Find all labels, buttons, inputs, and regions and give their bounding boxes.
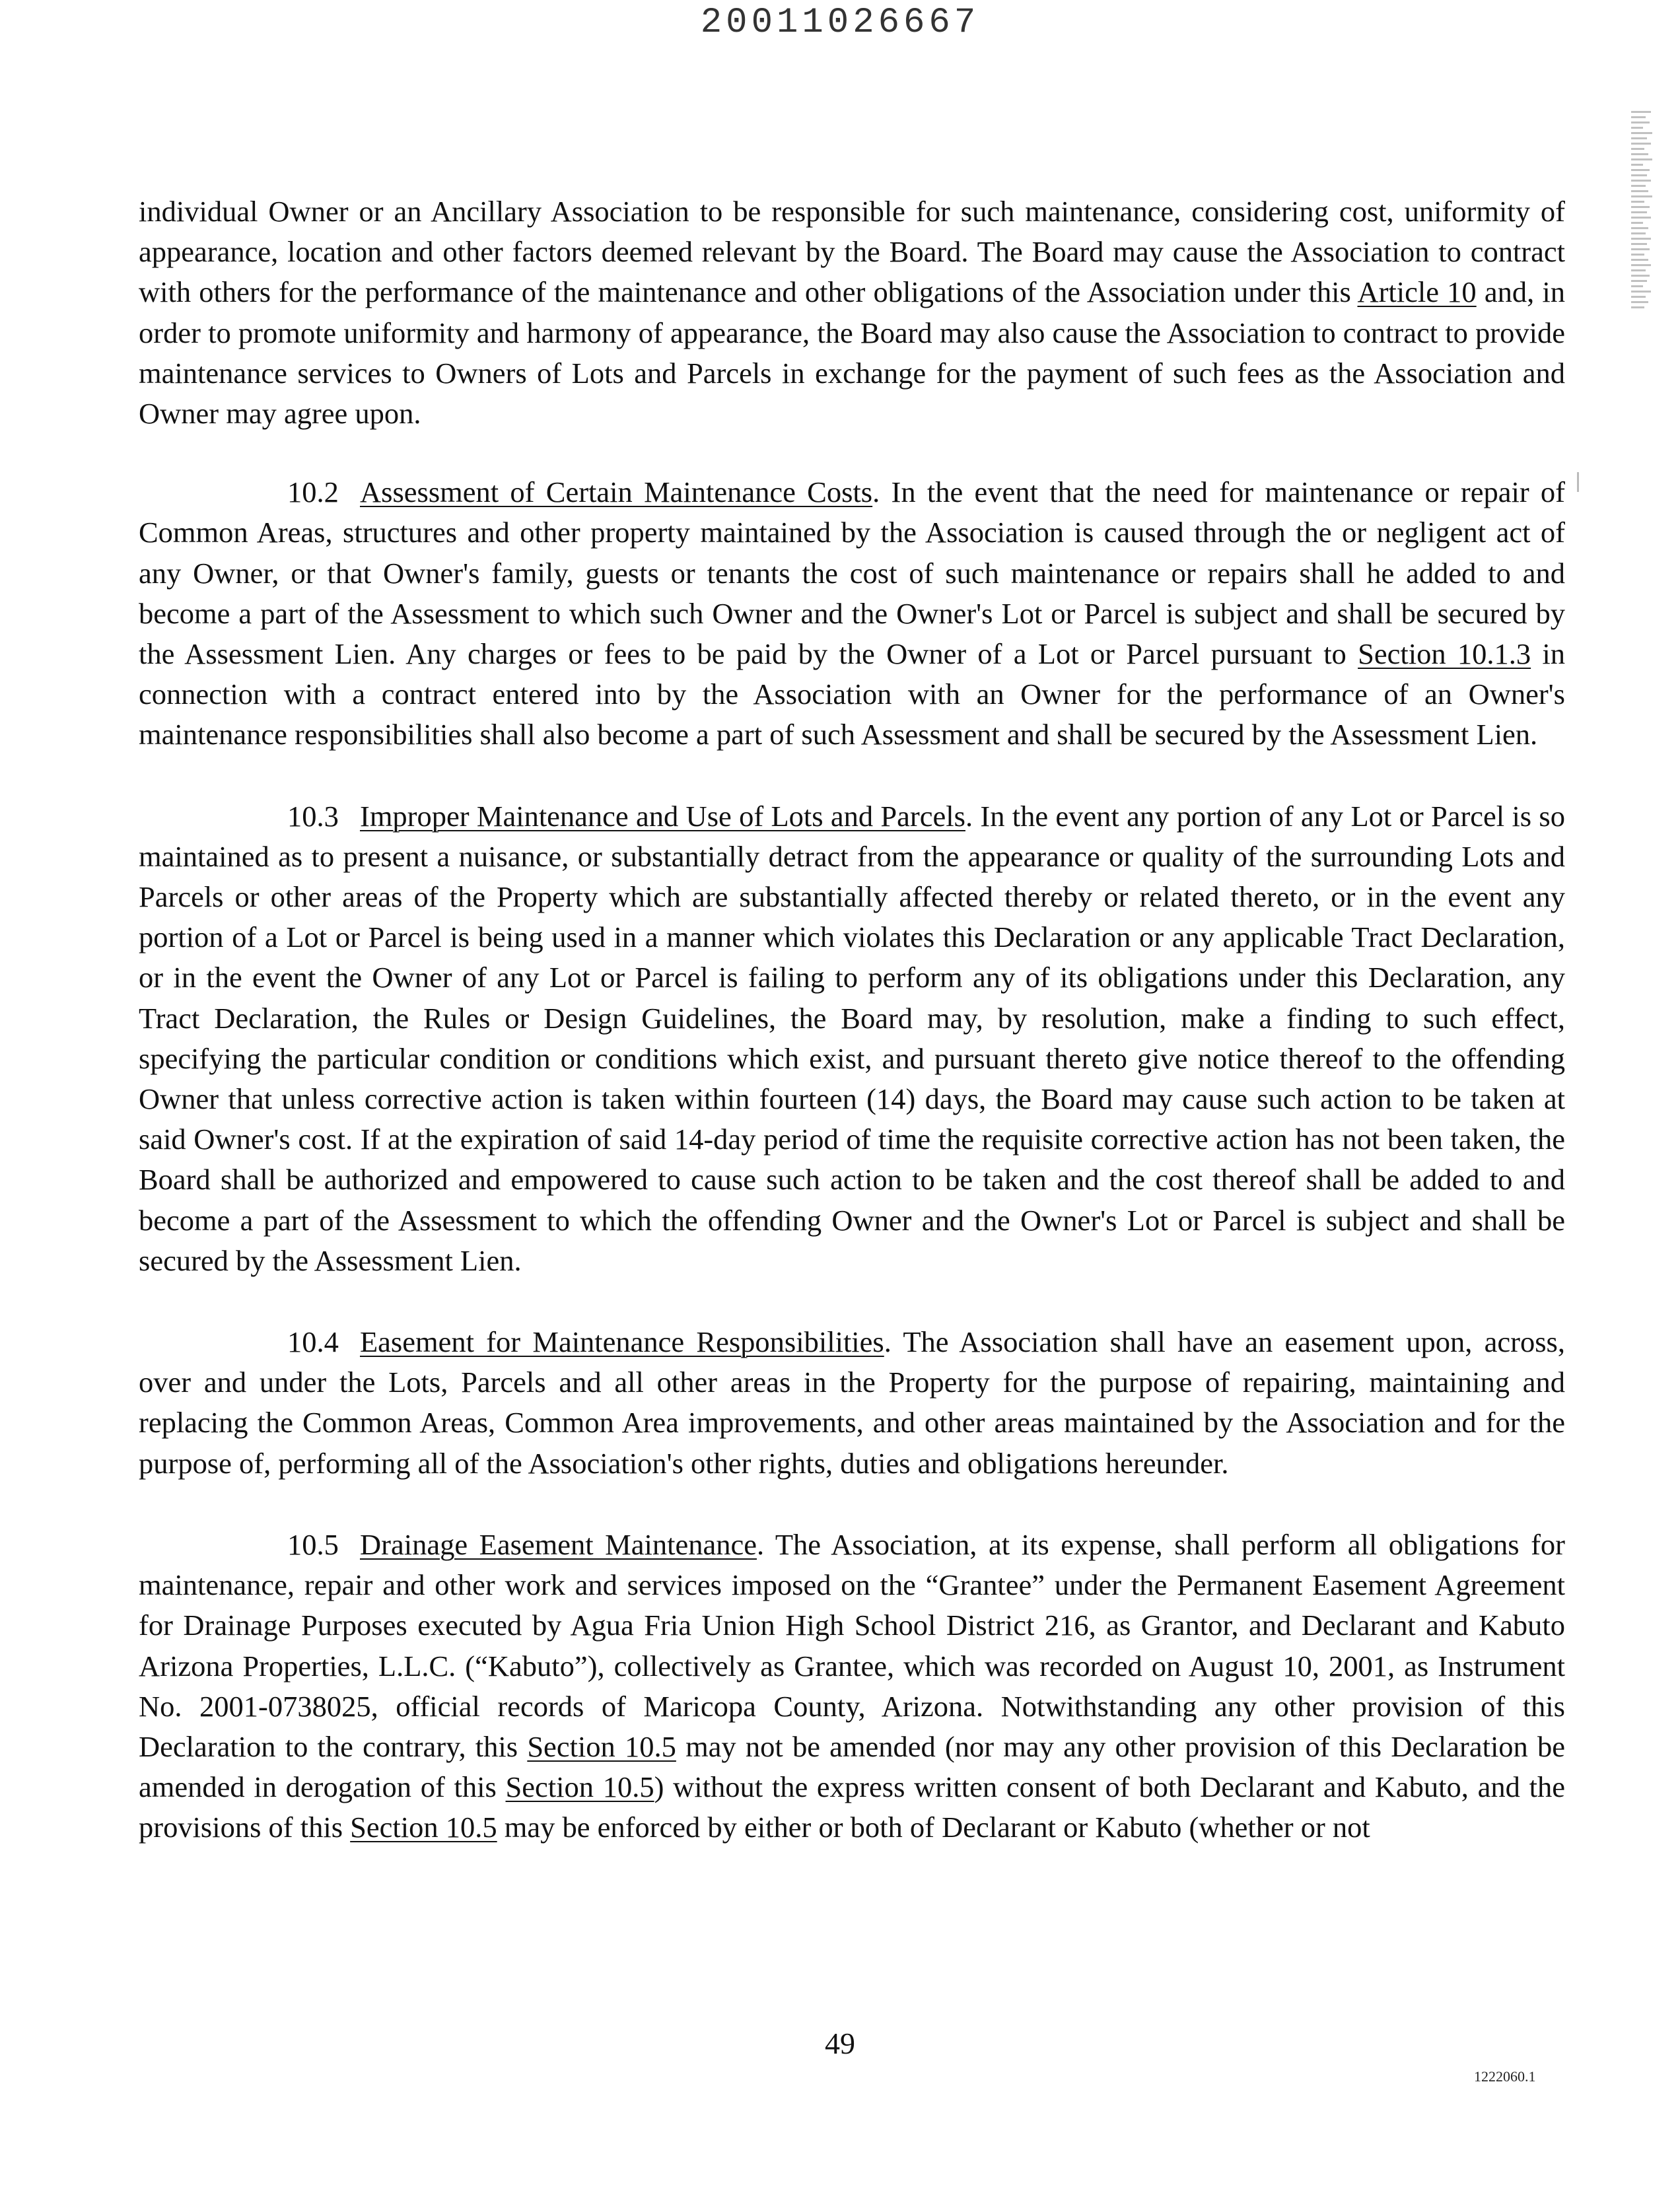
section-10-5-reference: Section 10.5 <box>527 1729 676 1763</box>
section-10-4 <box>139 1322 1565 1484</box>
margin-stamp-marks <box>1631 111 1654 316</box>
paragraph-text: . In the event any portion of any Lot or Parcel is so maintained as to present a nuisance, or substantially detract from the appearance or quality of the surrounding Lots and Parcels or other areas of the Property which are substantially affected thereby or related thereto, or in the event any portion of a Lot or Parcel is being used in a manner which violates this Declaration or any applicable Tract Declaration, or in the event the Owner of any Lot or Parcel is failing to perform any of its obligations under this Declaration, any Tract Declaration, the Rules or Design Guidelines, the Board may, by resolution, make a finding to such effect, specifying the particular condition or conditions which exist, and pursuant thereto give notice thereof to the offending Owner that unless corrective action is taken within fourteen (14) days, the Board may cause such action to be taken at said Owner's cost. If at the expiration of said 14-day period of time the requisite corrective action has not been taken, the Board shall be authorized and empowered to cause such action to be taken and the cost thereof shall be added to and become a part of the Assessment to which the offending Owner and the Owner's Lot or Parcel is subject and shall be secured by the Assessment Lien. <box>139 799 1565 1277</box>
section-10-5-reference: Section 10.5 <box>505 1770 654 1804</box>
recording-number: 20011026667 <box>700 3 980 43</box>
section-10-3 <box>139 796 1565 1281</box>
section-10-5-reference: Section 10.5 <box>350 1811 497 1844</box>
section-number: 10.2 <box>287 475 339 509</box>
article-10-reference: Article 10 <box>1357 275 1477 309</box>
section-title: Improper Maintenance and Use of Lots and Parcels <box>360 799 965 833</box>
paragraph-text: . In the event that the need for maintenance or repair of Common Areas, structures and other property maintained by the Association is caused through the or negligent act of any Owner, or that Owner's family, guests or tenants the cost of such maintenance or repairs shall he added to and become a part of the Assessment to which such Owner and the Owner's Lot or Parcel is subject and shall be secured by the Assessment Lien. Any charges or fees to be paid by the Owner of a Lot or Parcel pursuant to <box>139 475 1565 671</box>
paragraph-text: may not be amended (nor may any other provision of this Declaration be amended in derogation of this <box>139 1729 1566 1804</box>
paragraph-text: may be enforced by either or both of Declarant or Kabuto (whether or not <box>497 1811 1370 1844</box>
paragraph-10-1-continued <box>139 191 1565 434</box>
document-body <box>139 191 1565 1889</box>
section-10-1-3-reference: Section 10.1.3 <box>1358 637 1531 671</box>
page-number: 49 <box>825 2027 855 2060</box>
paragraph-text: . The Association, at its expense, shall perform all obligations for maintenance, repair and other work and services imposed on the “Grantee” under the Permanent Easement Agreement for Drainage Purposes executed by Agua Fria Union High School District 216, as Grantor, and Declarant and Kabuto Arizona Properties, L.L.C. (“Kabuto”), collectively as Grantee, which was recorded on August 10, 2001, as Instrument No. 2001-0738025, official records of Maricopa County, Arizona. Notwithstanding any other provision of this Declaration to the contrary, this <box>139 1527 1565 1763</box>
section-title: Easement for Maintenance Responsibilities <box>360 1325 884 1359</box>
paragraph-text: individual Owner or an Ancillary Association to be responsible for such maintenance, considering cost, uniformity of appearance, location and other factors deemed relevant by the Board. The Board may cause the Association to contract with others for the performance of the maintenance and other obligations of the Association under this <box>139 195 1565 309</box>
paragraph-text: in connection with a contract entered into by the Association with an Owner for the performance of an Owner's maintenance responsibilities shall also become a part of such Assessment and shall be secured by the Assessment Lien. <box>139 637 1565 751</box>
section-10-2 <box>139 472 1565 755</box>
section-title: Assessment of Certain Maintenance Costs <box>360 475 873 509</box>
paragraph-text: and, in order to promote uniformity and harmony of appearance, the Board may also cause the Association to contract to provide maintenance services to Owners of Lots and Parcels in exchange for the payment of such fees as the Association and Owner may agree upon. <box>139 275 1565 431</box>
document-id: 1222060.1 <box>1474 2068 1536 2085</box>
section-number: 10.4 <box>287 1325 339 1359</box>
section-number: 10.5 <box>287 1527 339 1561</box>
margin-mark <box>1577 472 1579 492</box>
section-number: 10.3 <box>287 799 339 833</box>
paragraph-text: . The Association shall have an easement upon, across, over and under the Lots, Parcels and all other areas in the Property for the purpose of repairing, maintaining and replacing the Common Areas, Common Area improvements, and other areas maintained by the Association and for the purpose of, performing all of the Association's other rights, duties and obligations hereunder. <box>139 1325 1565 1480</box>
paragraph-text: ) without the express written consent of both Declarant and Kabuto, and the provisions of this <box>139 1770 1565 1844</box>
section-10-5 <box>139 1525 1565 1848</box>
section-title: Drainage Easement Maintenance <box>360 1527 757 1561</box>
